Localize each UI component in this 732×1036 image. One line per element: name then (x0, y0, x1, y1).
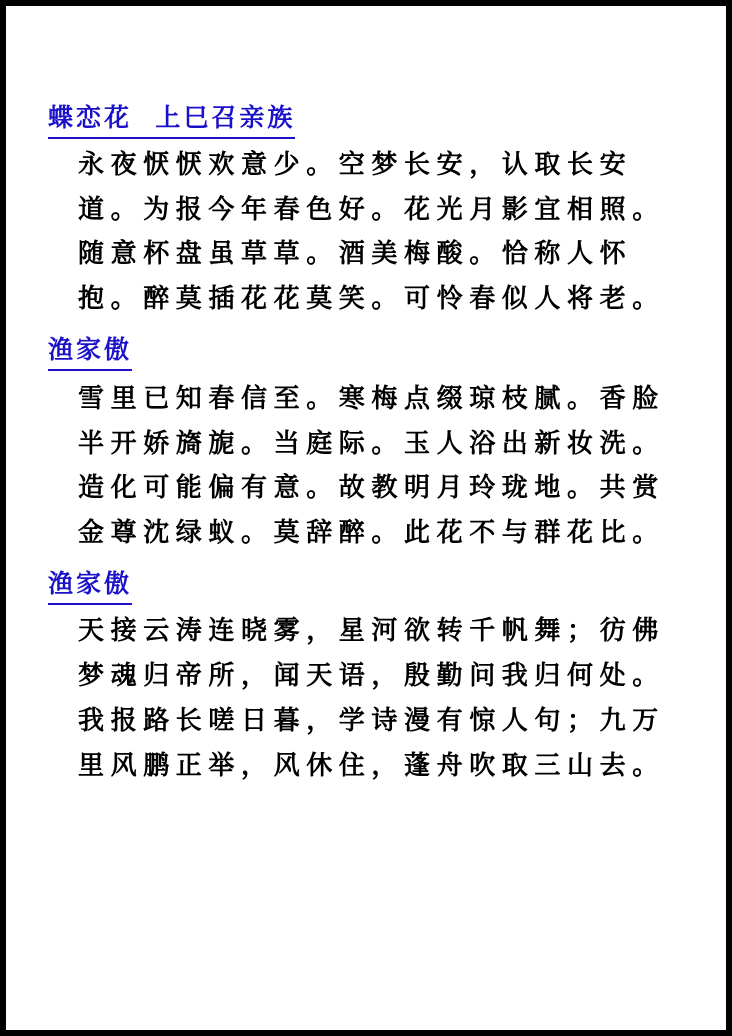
poem-2-line-4: 金尊沈绿蚁。莫辞醉。此花不与群花比。 (78, 518, 665, 548)
poem-1-line-4: 抱。醉莫插花花莫笑。可怜春似人将老。 (78, 284, 665, 314)
poem-3-line-3: 我报路长嗟日暮，学诗漫有惊人句；九万 (78, 706, 665, 736)
poem-title-1: 蝶恋花 上巳召亲族 (48, 100, 295, 139)
poem-2-line-3: 造化可能偏有意。故教明月玲珑地。共赏 (78, 473, 665, 503)
document-page (6, 6, 726, 1030)
poem-3-line-2: 梦魂归帝所，闻天语，殷勤问我归何处。 (78, 661, 665, 691)
poem-3-line-1: 天接云涛连晓雾，星河欲转千帆舞；彷佛 (78, 616, 665, 646)
poem-title-3: 渔家傲 (48, 566, 132, 605)
poem-1-line-3: 随意杯盘虽草草。酒美梅酸。恰称人怀 (78, 239, 633, 269)
poem-2-line-2: 半开娇旖旎。当庭际。玉人浴出新妆洗。 (78, 429, 665, 459)
poem-2-line-1: 雪里已知春信至。寒梅点缀琼枝腻。香脸 (78, 384, 665, 414)
poem-title-2: 渔家傲 (48, 332, 132, 371)
poem-3-line-4: 里风鹏正举，风休住，蓬舟吹取三山去。 (78, 751, 665, 781)
poem-1-line-1: 永夜恹恹欢意少。空梦长安，认取长安 (78, 150, 633, 180)
poem-1-line-2: 道。为报今年春色好。花光月影宜相照。 (78, 195, 665, 225)
